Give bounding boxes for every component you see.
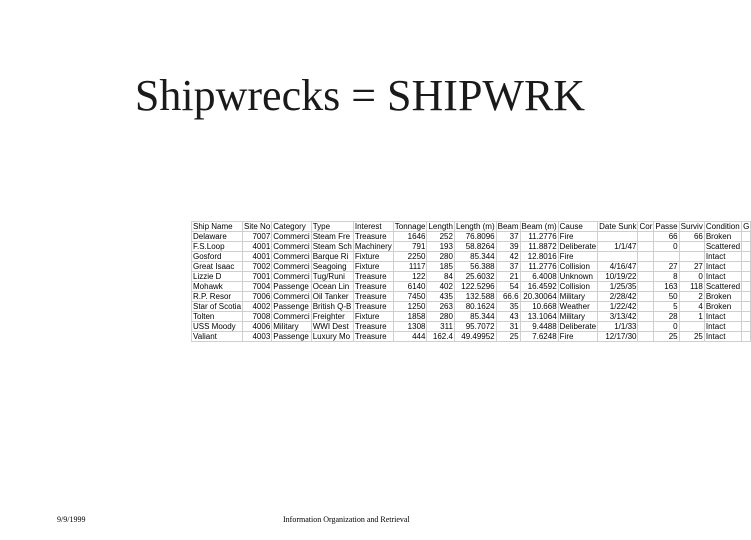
table-cell: Treasure [353, 272, 393, 282]
table-cell: 122 [393, 272, 427, 282]
table-cell: Freighter [311, 312, 353, 322]
column-header: Site No [244, 222, 271, 231]
column-header: Beam [497, 222, 519, 231]
table-cell [654, 252, 679, 262]
table-cell: Fixture [353, 252, 393, 262]
table-cell [638, 262, 654, 272]
table-cell: 7006 [243, 292, 272, 302]
table-cell: Tolten [192, 312, 243, 322]
table-cell: 7450 [393, 292, 427, 302]
table-cell: Broken [704, 232, 741, 242]
table-cell: 0 [654, 322, 679, 332]
table-cell: Gosford [192, 252, 243, 262]
table-cell: 122.5296 [454, 282, 496, 292]
table-cell: Steam Sch [312, 242, 352, 251]
table-cell: 0 [679, 272, 704, 282]
table-cell: 6.4008 [520, 272, 558, 282]
table-cell: 1/22/42 [598, 302, 638, 312]
table-cell: 7001 [243, 272, 272, 282]
table-row [192, 282, 751, 292]
table-cell: 25 [496, 332, 520, 342]
table-cell: 132.588 [454, 292, 496, 302]
column-header: Length [428, 222, 453, 231]
table-cell: 280 [427, 252, 454, 262]
table-cell [742, 302, 751, 312]
table-cell: 28 [654, 312, 679, 322]
table-cell: Treasure [353, 232, 393, 242]
footer-date: 9/9/1999 [57, 515, 86, 524]
table-cell: 42 [496, 252, 520, 262]
column-header: Condition [705, 222, 740, 231]
table-cell: Commerci [273, 262, 310, 271]
table-cell: 7004 [243, 282, 272, 292]
table-cell: Intact [704, 262, 741, 272]
table-cell: Collision [558, 262, 597, 272]
table-cell: 1646 [393, 232, 427, 242]
table-cell: Luxury Mo [311, 332, 353, 342]
table-cell: 435 [427, 292, 454, 302]
table-cell: 9.4488 [520, 322, 558, 332]
table-cell: Commerci [273, 232, 310, 241]
table-row [192, 242, 751, 252]
table-cell: 4001 [243, 252, 272, 262]
table-cell: 1308 [393, 322, 427, 332]
column-header: Length (m) [455, 222, 495, 231]
table-cell: Passenge [272, 332, 311, 342]
table-cell: 16.4592 [520, 282, 558, 292]
table-cell: Broken [704, 292, 741, 302]
table-cell: 2 [679, 292, 704, 302]
table-cell: 4003 [243, 332, 272, 342]
column-header: Cor [639, 222, 653, 231]
table-cell: 7002 [243, 262, 272, 272]
table-cell: F.S.Loop [192, 242, 243, 252]
table-cell: 25 [654, 332, 679, 342]
table-cell: Treasure [353, 322, 393, 332]
table-cell: 163 [654, 282, 679, 292]
table-cell: 54 [496, 282, 520, 292]
table-cell: 27 [679, 262, 704, 272]
table-row [192, 312, 751, 322]
column-header: Surviv [680, 222, 703, 231]
table-cell [638, 282, 654, 292]
table-cell: 80.1624 [454, 302, 496, 312]
table-cell [638, 272, 654, 282]
table-cell: 49.49952 [454, 332, 496, 342]
table-cell: 4 [679, 302, 704, 312]
table-cell: Intact [704, 272, 741, 282]
table-cell: 4/16/47 [598, 262, 638, 272]
table-cell [742, 322, 751, 332]
table-cell: 1/1/47 [598, 242, 638, 252]
table-cell [638, 332, 654, 342]
table-cell: 11.2776 [520, 232, 558, 242]
table-cell: Passenge [272, 302, 311, 312]
table-cell: 1 [679, 312, 704, 322]
table-cell [638, 322, 654, 332]
table-cell: Commerci [273, 312, 310, 321]
table-row [192, 302, 751, 312]
table-cell: 7008 [243, 312, 272, 322]
table-cell: Fixture [353, 262, 393, 272]
table-row [192, 252, 751, 262]
table-cell: 10/19/22 [598, 272, 638, 282]
table-cell: 35 [496, 302, 520, 312]
table-cell: 85.344 [454, 252, 496, 262]
table-row [192, 322, 751, 332]
table-cell: 4006 [243, 322, 272, 332]
table-cell: Weather [558, 302, 597, 312]
table-cell: Ocean Lin [311, 282, 353, 292]
column-header: Passe [655, 222, 678, 231]
table-cell: 118 [679, 282, 704, 292]
table-cell [742, 282, 751, 292]
table-cell: Valiant [192, 332, 243, 342]
table-cell: Deliberate [559, 242, 597, 251]
table-cell: R.P. Resor [192, 292, 243, 302]
column-header: Beam (m) [521, 222, 557, 231]
table-cell [742, 262, 751, 272]
table-cell: Tug/Runi [311, 272, 353, 282]
table-cell: British Q-B [312, 302, 352, 311]
table-cell: Treasure [353, 302, 393, 312]
table-cell: 10.668 [520, 302, 558, 312]
table-header-row [192, 222, 751, 232]
table-cell: 1/1/33 [598, 322, 638, 332]
table-cell: 66.6 [496, 292, 520, 302]
table-cell: 25 [679, 332, 704, 342]
table-cell: Barque Ri [311, 252, 353, 262]
table-cell [598, 232, 638, 242]
table-cell: 263 [427, 302, 454, 312]
table-cell: 1858 [393, 312, 427, 322]
table-cell: 7.6248 [520, 332, 558, 342]
column-header: Tonnage [394, 222, 426, 231]
table-cell: 2/28/42 [598, 292, 638, 302]
table-cell [638, 252, 654, 262]
footer-title: Information Organization and Retrieval [283, 515, 410, 524]
table-cell: Fire [558, 232, 597, 242]
table-cell: 56.388 [454, 262, 496, 272]
table-cell: Commerci [273, 292, 310, 301]
table-cell: 402 [427, 282, 454, 292]
table-row [192, 232, 751, 242]
table-cell: Scattered [705, 242, 741, 251]
table-cell: Intact [704, 312, 741, 322]
table-cell [638, 232, 654, 242]
table-cell [742, 292, 751, 302]
table-row [192, 272, 751, 282]
table-cell: Delaware [192, 232, 243, 242]
table-row [192, 262, 751, 272]
table-cell [742, 312, 751, 322]
table-cell [638, 302, 654, 312]
table-cell [638, 292, 654, 302]
table-cell: Commerci [273, 272, 310, 281]
table-cell: Deliberate [559, 322, 597, 331]
table-cell [742, 232, 751, 242]
table-cell: 4002 [243, 302, 272, 312]
table-cell [638, 242, 654, 252]
table-cell: Intact [704, 252, 741, 262]
table-cell [638, 312, 654, 322]
table-cell: 12/17/30 [598, 332, 638, 342]
table-cell [679, 322, 704, 332]
table-cell: 193 [427, 242, 454, 252]
table-cell [742, 332, 751, 342]
table-cell: 11.8872 [520, 242, 558, 252]
table-cell: 252 [427, 232, 454, 242]
table-cell: 311 [427, 322, 454, 332]
table-cell [598, 252, 638, 262]
table-cell: Scattered [705, 282, 741, 291]
table-cell: Lizzie D [192, 272, 243, 282]
table-cell: Machinery [354, 242, 392, 251]
table-cell: 27 [654, 262, 679, 272]
table-cell: 1117 [393, 262, 427, 272]
table-cell: Treasure [353, 292, 393, 302]
table-cell: 7007 [243, 232, 272, 242]
table-cell [742, 252, 751, 262]
column-header: G [743, 222, 750, 231]
table-cell: 791 [393, 242, 427, 252]
table-cell: Fire [558, 332, 597, 342]
spreadsheet-image [191, 221, 750, 356]
table-cell: Military [272, 322, 311, 332]
table-cell: Intact [704, 332, 741, 342]
table-cell: 31 [496, 322, 520, 332]
table-cell: 6140 [393, 282, 427, 292]
table-cell: Commerci [273, 252, 310, 261]
table-cell [742, 272, 751, 282]
table-cell: 1/25/35 [598, 282, 638, 292]
table-cell: 11.2776 [520, 262, 558, 272]
table-cell: 39 [496, 242, 520, 252]
column-header: Type [311, 222, 353, 232]
table-cell: Star of Scotia [193, 302, 242, 311]
table-cell: 0 [654, 242, 679, 252]
table-cell: Intact [704, 322, 741, 332]
table-cell: Fixture [353, 312, 393, 322]
table-cell: 444 [393, 332, 427, 342]
table-cell: 185 [427, 262, 454, 272]
table-cell: 43 [496, 312, 520, 322]
table-cell: 95.7072 [454, 322, 496, 332]
table-cell: 76.8096 [454, 232, 496, 242]
table-cell: Mohawk [192, 282, 243, 292]
slide-title: Shipwrecks = SHIPWRK [134, 71, 586, 120]
table-cell: Great Isaac [192, 262, 243, 272]
column-header: Ship Name [192, 222, 243, 232]
table-cell: 21 [496, 272, 520, 282]
table-row [192, 332, 751, 342]
table-cell: 5 [654, 302, 679, 312]
table-cell [679, 242, 704, 252]
table-cell: Passenge [272, 282, 311, 292]
shipwreck-table [191, 221, 751, 342]
table-cell: 13.1064 [520, 312, 558, 322]
table-cell [742, 242, 751, 252]
table-cell: 37 [496, 262, 520, 272]
table-cell: Broken [704, 302, 741, 312]
table-cell: 2250 [393, 252, 427, 262]
table-cell: 66 [654, 232, 679, 242]
table-cell: 84 [427, 272, 454, 282]
table-cell: 1250 [393, 302, 427, 312]
table-cell: Collision [558, 282, 597, 292]
column-header: Category [272, 222, 311, 232]
table-cell: 85.344 [454, 312, 496, 322]
table-cell: 66 [679, 232, 704, 242]
table-cell: Treasure [353, 332, 393, 342]
table-cell: 25.6032 [454, 272, 496, 282]
table-cell: 3/13/42 [598, 312, 638, 322]
table-cell: Seagoing [311, 262, 353, 272]
table-cell: 8 [654, 272, 679, 282]
table-cell: Fire [558, 252, 597, 262]
table-cell: 37 [496, 232, 520, 242]
table-cell: 280 [427, 312, 454, 322]
table-cell: Military [558, 292, 597, 302]
table-cell: 58.8264 [454, 242, 496, 252]
table-cell: Steam Fre [311, 232, 353, 242]
table-cell: USS Moody [192, 322, 243, 332]
table-row [192, 292, 751, 302]
table-cell: 162.4 [427, 332, 454, 342]
column-header: Interest [353, 222, 393, 232]
table-cell: 20.30064 [520, 292, 558, 302]
table-cell [679, 252, 704, 262]
column-header: Cause [558, 222, 597, 232]
table-cell: Treasure [353, 282, 393, 292]
table-cell: 50 [654, 292, 679, 302]
table-cell: 12.8016 [520, 252, 558, 262]
table-cell: Oil Tanker [311, 292, 353, 302]
table-cell: WWI Dest [311, 322, 353, 332]
table-cell: Unknown [558, 272, 597, 282]
table-cell: Military [558, 312, 597, 322]
table-cell: 4001 [243, 242, 272, 252]
table-cell: Commerci [273, 242, 310, 251]
column-header: Date Sunk [599, 222, 637, 231]
